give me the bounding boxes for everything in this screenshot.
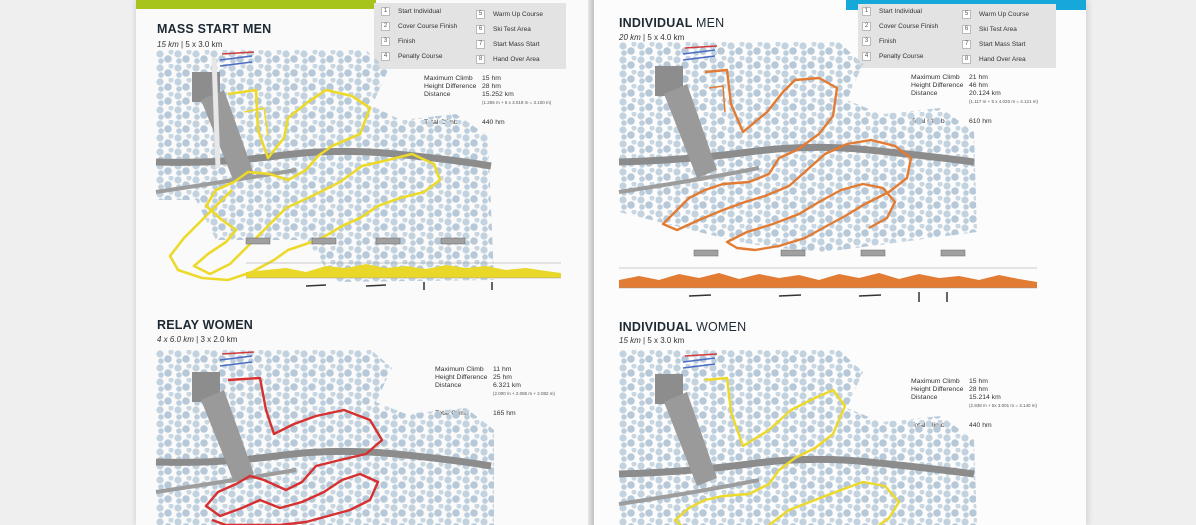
relay-women-laps: 3 x 2.0 km (200, 335, 238, 344)
legend-item: 6 Ski Test Area (476, 25, 531, 34)
profile-marker (694, 250, 718, 256)
legend-item: 3 Finish (381, 37, 415, 46)
individual-men-distance: 20 km (619, 33, 641, 42)
legend-item: 6 Ski Test Area (962, 25, 1017, 34)
legend-item: 4 Penalty Course (862, 52, 923, 61)
mass-start-men-distance: 15 km (157, 40, 179, 49)
individual-women-distance: 15 km (619, 336, 641, 345)
individual-men-stats: Maximum Climb 21 hm Height Difference 46 hm Distance 20.124 km (1.117 m + 5 x 4.020 m = 4.121 m) 610 hm (911, 74, 1038, 125)
profile-marker (861, 250, 885, 256)
legend-item: 7 Start Mass Start (962, 40, 1026, 49)
individual-women-title: INDIVIDUAL WOMEN (619, 320, 747, 334)
mass-start-men-title: MASS START MEN (157, 22, 272, 36)
individual-men-laps: 5 x 4.0 km (647, 33, 685, 42)
profile-marker (312, 238, 336, 244)
relay-women-distance: 4 x 6.0 km (157, 335, 194, 344)
ski-icon (306, 285, 386, 286)
legend-item: 1 Start Individual (381, 7, 441, 16)
green-header-band (136, 0, 376, 9)
legend-item: 8 Hand Over Area (476, 55, 540, 64)
individual-men-subtitle: 20 km | 5 x 4.0 km (619, 33, 685, 42)
profile-marker (781, 250, 805, 256)
left-page (136, 0, 592, 525)
legend-item: 8 Hand Over Area (962, 55, 1026, 64)
individual-women-stats: Maximum Climb 15 hm Height Difference 28 hm Distance 15.214 km (2.938 m + 5x 3.001 m = 3.140 m) 440 hm (911, 378, 1038, 429)
ski-icon (689, 295, 881, 296)
mass-start-men-laps: 5 x 3.0 km (185, 40, 223, 49)
individual-men-map (619, 42, 979, 262)
individual-women-subtitle: 15 km | 5 x 3.0 km (619, 336, 685, 345)
individual-women-laps: 5 x 3.0 km (647, 336, 685, 345)
relay-women-stats: Maximum Climb 11 hm Height Difference 25 hm Distance 6.321 km (2.000 m + 2.085 m + 2.082 m) 165 hm (435, 366, 556, 417)
mass-start-men-subtitle: 15 km | 5 x 3.0 km (157, 40, 223, 49)
elevation-area (619, 273, 1037, 288)
legend-item: 7 Start Mass Start (476, 40, 540, 49)
shooter-icon (424, 282, 492, 290)
profile-marker (376, 238, 400, 244)
individual-women-map (619, 350, 979, 525)
mass-start-men-stats: Maximum Climb 15 hm Height Difference 28 hm Distance 15.252 km (1.256 m + 5 x 3.019 m = 3.100 m) 440 hm (424, 75, 552, 126)
profile-marker (246, 238, 270, 244)
legend-item: 2 Cover Course Finish (381, 22, 457, 31)
legend-item: 3 Finish (862, 37, 896, 46)
mass-start-men-profile (246, 238, 561, 300)
legend-item: 5 Warm Up Course (962, 10, 1029, 19)
relay-women-title: RELAY WOMEN (157, 318, 253, 332)
profile-marker (441, 238, 465, 244)
relay-women-map (156, 350, 496, 525)
legend-item: 2 Cover Course Finish (862, 22, 938, 31)
profile-marker (941, 250, 965, 256)
relay-women-subtitle: 4 x 6.0 km | 3 x 2.0 km (157, 335, 238, 344)
right-page (594, 0, 1086, 525)
individual-men-title: INDIVIDUAL MEN (619, 16, 725, 30)
legend-item: 1 Start Individual (862, 7, 922, 16)
legend-item: 5 Warm Up Course (476, 10, 543, 19)
legend-item: 4 Penalty Course (381, 52, 442, 61)
individual-men-profile (619, 250, 1037, 310)
elevation-area (246, 264, 561, 278)
shooter-icon (919, 292, 947, 302)
